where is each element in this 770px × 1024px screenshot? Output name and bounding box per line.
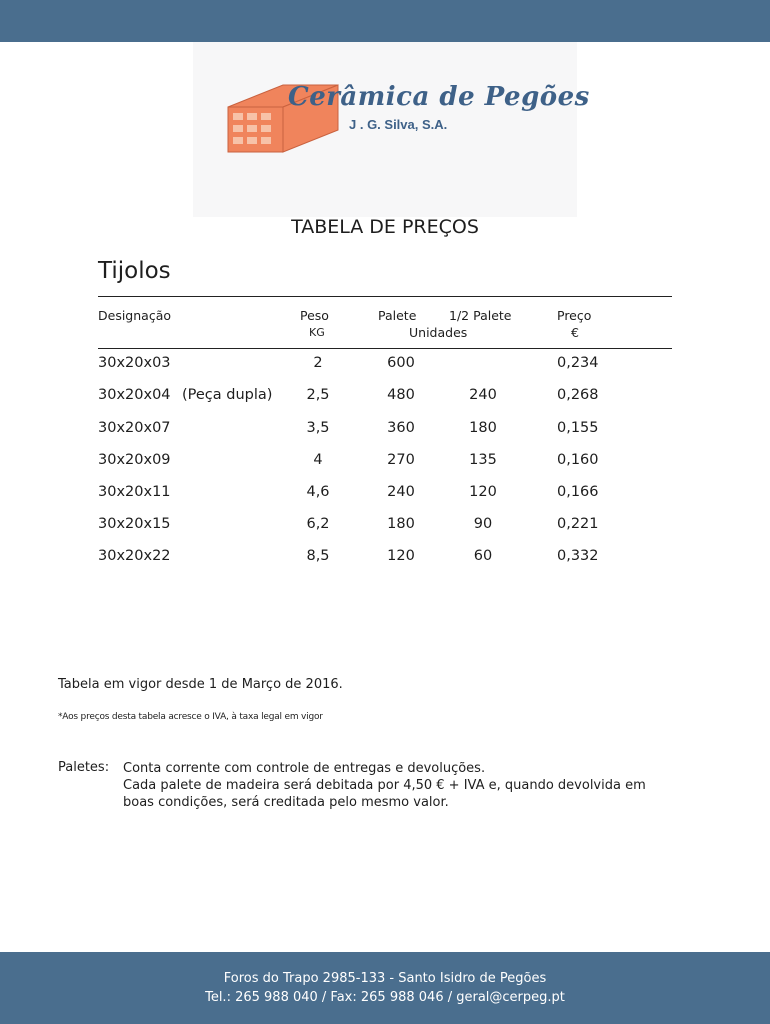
cell-palete: 240: [387, 484, 415, 500]
cell-preco: 0,332: [557, 548, 599, 564]
cell-designacao: 30x20x09: [98, 452, 171, 468]
table-row: [0, 452, 770, 476]
cell-palete: 360: [387, 420, 415, 436]
section-title: Tijolos: [98, 258, 171, 284]
bricks-logo-icon: [223, 67, 343, 157]
cell-peso: 4,6: [306, 484, 330, 500]
table-row: [0, 355, 770, 379]
col-header-peso: Peso: [300, 308, 329, 323]
cell-meia-palete: 120: [469, 484, 497, 500]
cell-designacao: 30x20x03: [98, 355, 171, 371]
cell-preco: 0,160: [557, 452, 599, 468]
paletes-line-1: Conta corrente com controle de entregas e devoluções.: [123, 761, 486, 776]
col-header-meia-palete: 1/2 Palete: [449, 308, 512, 323]
col-header-preco: Preço: [557, 308, 592, 323]
cell-meia-palete: 60: [473, 548, 493, 564]
col-header-unidades: Unidades: [409, 325, 468, 340]
cell-designacao: 30x20x11: [98, 484, 171, 500]
footer-contacts: Tel.: 265 988 040 / Fax: 265 988 046 / geral@cerpeg.pt: [205, 990, 565, 1005]
cell-meia-palete: 240: [469, 387, 497, 403]
col-header-designacao: Designação: [98, 308, 171, 323]
cell-palete: 270: [387, 452, 415, 468]
cell-designacao: 30x20x04: [98, 387, 171, 403]
cell-palete: 480: [387, 387, 415, 403]
paletes-description: [123, 760, 668, 811]
vat-footnote: *Aos preços desta tabela acresce o IVA, à taxa legal em vigor: [58, 712, 323, 722]
header-top-rule: [98, 296, 672, 297]
header-band: [0, 0, 770, 42]
cell-meia-palete: 180: [469, 420, 497, 436]
cell-designacao: 30x20x22: [98, 548, 171, 564]
cell-peso: 8,5: [306, 548, 330, 564]
col-header-palete: Palete: [378, 308, 417, 323]
cell-peso: 2: [313, 355, 323, 371]
cell-palete: 600: [387, 355, 415, 371]
cell-designacao: 30x20x15: [98, 516, 171, 532]
cell-meia-palete: 135: [469, 452, 497, 468]
cell-peso: 2,5: [306, 387, 330, 403]
cell-peso: 4: [313, 452, 323, 468]
cell-preco: 0,234: [557, 355, 599, 371]
document-title: TABELA DE PREÇOS: [291, 216, 479, 238]
cell-preco: 0,155: [557, 420, 599, 436]
cell-nota: (Peça dupla): [182, 387, 273, 403]
table-row: [0, 548, 770, 572]
validity-note: Tabela em vigor desde 1 de Março de 2016.: [58, 677, 343, 692]
footer-band: [0, 952, 770, 1024]
cell-preco: 0,221: [557, 516, 599, 532]
cell-peso: 6,2: [306, 516, 330, 532]
paletes-label: Paletes:: [58, 760, 110, 775]
cell-preco: 0,166: [557, 484, 599, 500]
cell-palete: 180: [387, 516, 415, 532]
paletes-line-2: Cada palete de madeira será debitada por 4,50 € + IVA e, quando devolvida em boas condições, será creditada pelo mesmo valor.: [123, 778, 646, 810]
company-name: Cerâmica de Pegões: [288, 82, 590, 112]
company-subname: J . G. Silva, S.A.: [349, 117, 448, 132]
col-header-peso-unit: KG: [309, 326, 325, 339]
cell-designacao: 30x20x07: [98, 420, 171, 436]
cell-palete: 120: [387, 548, 415, 564]
table-row: [0, 484, 770, 508]
cell-peso: 3,5: [306, 420, 330, 436]
table-row: [0, 516, 770, 540]
table-row: [0, 387, 770, 411]
table-row: [0, 420, 770, 444]
cell-preco: 0,268: [557, 387, 599, 403]
col-header-preco-unit: €: [571, 325, 579, 340]
cell-meia-palete: 90: [473, 516, 493, 532]
footer-address: Foros do Trapo 2985-133 - Santo Isidro de Pegões: [223, 971, 547, 986]
company-logo: [193, 42, 590, 217]
header-bottom-rule: [98, 348, 672, 349]
